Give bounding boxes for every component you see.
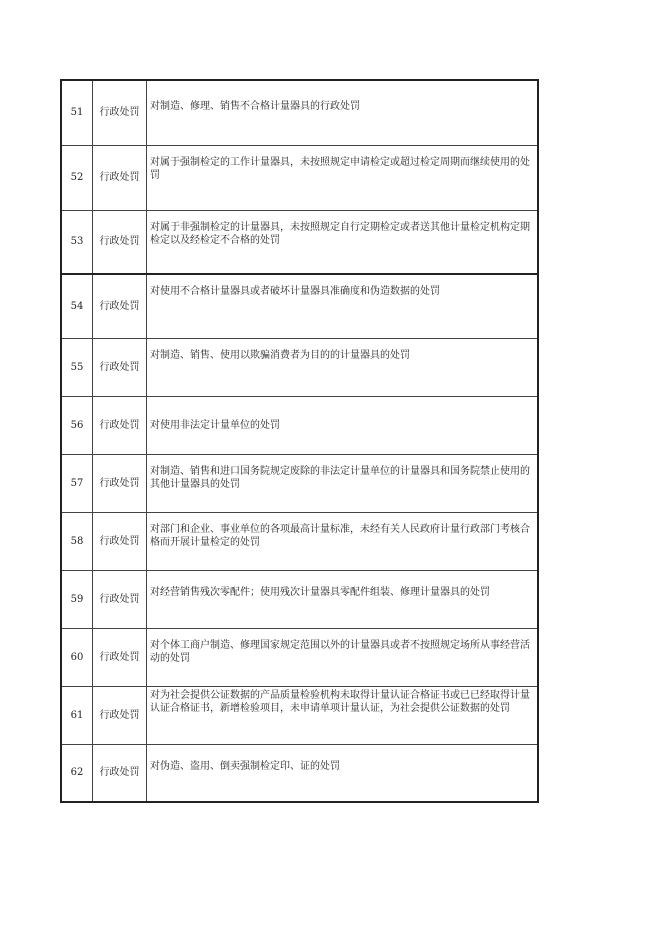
row-number: 61 (61, 686, 93, 744)
row-description: 对制造、销售和进口国务院规定废除的非法定计量单位的计量器具和国务院禁止使用的其他计量器具的处罚 (147, 454, 539, 512)
row-description: 对使用不合格计量器具或者破坏计量器具准确度和伪造数据的处罚 (147, 274, 539, 338)
row-type: 行政处罚 (93, 744, 147, 802)
row-type: 行政处罚 (93, 454, 147, 512)
row-description: 对制造、销售、使用以欺骗消费者为目的的计量器具的处罚 (147, 338, 539, 396)
row-number: 51 (61, 80, 93, 145)
table-row (61, 274, 538, 338)
row-number: 55 (61, 338, 93, 396)
row-number: 56 (61, 396, 93, 454)
row-number: 57 (61, 454, 93, 512)
row-type: 行政处罚 (93, 396, 147, 454)
row-description: 对经营销售残次零配件；使用残次计量器具零配件组装、修理计量器具的处罚 (147, 570, 539, 628)
row-type: 行政处罚 (93, 628, 147, 686)
row-number: 52 (61, 145, 93, 210)
row-number: 54 (61, 274, 93, 338)
row-number: 58 (61, 512, 93, 570)
row-description: 对属于强制检定的工作计量器具，未按照规定申请检定或超过检定周期而继续使用的处罚 (147, 145, 539, 210)
row-type: 行政处罚 (93, 686, 147, 744)
row-number: 62 (61, 744, 93, 802)
row-type: 行政处罚 (93, 512, 147, 570)
table-row (61, 570, 538, 628)
row-type: 行政处罚 (93, 80, 147, 145)
table-row (61, 338, 538, 396)
row-number: 53 (61, 210, 93, 274)
table-row (61, 80, 538, 145)
penalty-table (60, 79, 539, 803)
row-description: 对为社会提供公证数据的产品质量检验机构未取得计量认证合格证书或已已经取得计量认证合格证书，新增检验项目，未申请单项计量认证，为社会提供公证数据的处罚 (147, 686, 539, 744)
table-row (61, 686, 538, 744)
row-type: 行政处罚 (93, 210, 147, 274)
table-row (61, 454, 538, 512)
row-description: 对使用非法定计量单位的处罚 (147, 396, 539, 454)
row-description: 对伪造、盗用、倒卖强制检定印、证的处罚 (147, 744, 539, 802)
table-row (61, 744, 538, 802)
row-description: 对部门和企业、事业单位的各项最高计量标准，未经有关人民政府计量行政部门考核合格而开展计量检定的处罚 (147, 512, 539, 570)
row-type: 行政处罚 (93, 145, 147, 210)
table-row (61, 210, 538, 274)
row-description: 对制造、修理、销售不合格计量器具的行政处罚 (147, 80, 539, 145)
row-number: 60 (61, 628, 93, 686)
row-description: 对属于非强制检定的计量器具，未按照规定自行定期检定或者送其他计量检定机构定期检定以及经检定不合格的处罚 (147, 210, 539, 274)
row-type: 行政处罚 (93, 338, 147, 396)
table-row (61, 396, 538, 454)
table-row (61, 628, 538, 686)
table-row (61, 145, 538, 210)
row-type: 行政处罚 (93, 570, 147, 628)
row-description: 对个体工商户制造、修理国家规定范围以外的计量器具或者不按照规定场所从事经营活动的处罚 (147, 628, 539, 686)
row-number: 59 (61, 570, 93, 628)
table-row (61, 512, 538, 570)
row-type: 行政处罚 (93, 274, 147, 338)
